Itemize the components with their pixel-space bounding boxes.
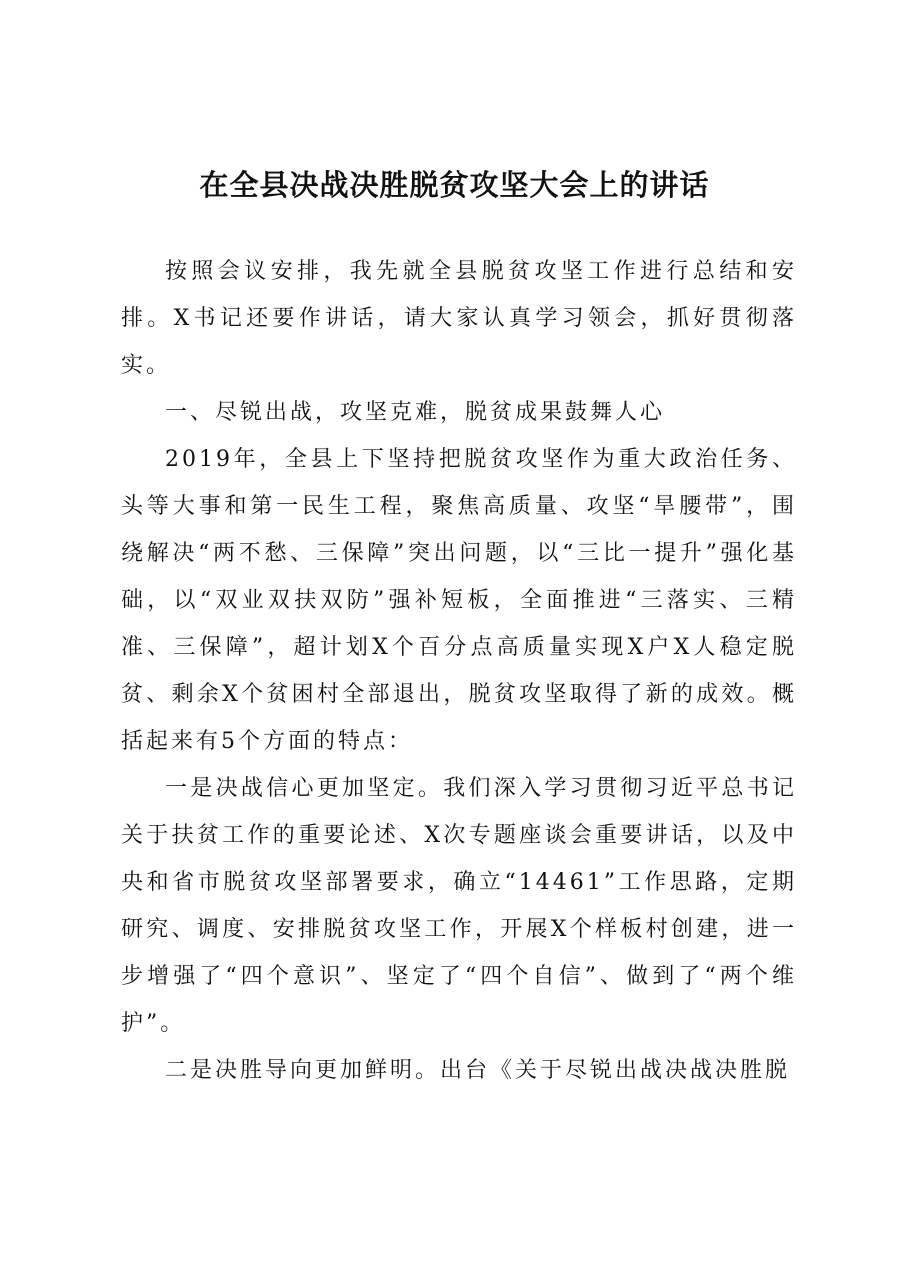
paragraph-point-2: 二是决胜导向更加鲜明。出台《关于尽锐出战决战决胜脱 — [165, 1058, 791, 1083]
document-title: 在全县决战决胜脱贫攻坚大会上的讲话 — [199, 168, 710, 202]
section-heading-1: 一、尽锐出战，攻坚克难，脱贫成果鼓舞人心 — [165, 400, 666, 425]
paragraph-2019-summary: 2019年，全县上下坚持把脱贫攻坚作为重大政治任务、头等大事和第一民生工程，聚焦高质量、攻坚“旱腰带”，围绕解决“两不愁、三保障”突出问题，以“三比一提升”强化基础，以“双业双扶双防”强补短板，全面推进“三落实、三精准、三保障”，超计划X个百分点高质量实现X户X人稳定脱贫、剩余X个贫困村全部退出，脱贫攻坚取得了新的成效。概括起来有5个方面的特点： — [121, 447, 797, 754]
document-body — [121, 248, 797, 1094]
paragraph-intro: 按照会议安排，我先就全县脱贫攻坚工作进行总结和安排。X书记还要作讲话，请大家认真学习领会，抓好贯彻落实。 — [121, 259, 797, 378]
paragraph-point-1: 一是决战信心更加坚定。我们深入学习贯彻习近平总书记关于扶贫工作的重要论述、X次专题座谈会重要讲话，以及中央和省市脱贫攻坚部署要求，确立“14461”工作思路，定期研究、调度、安排脱贫攻坚工作，开展X个样板村创建，进一步增强了“四个意识”、坚定了“四个自信”、做到了“两个维护”。 — [121, 776, 797, 1036]
